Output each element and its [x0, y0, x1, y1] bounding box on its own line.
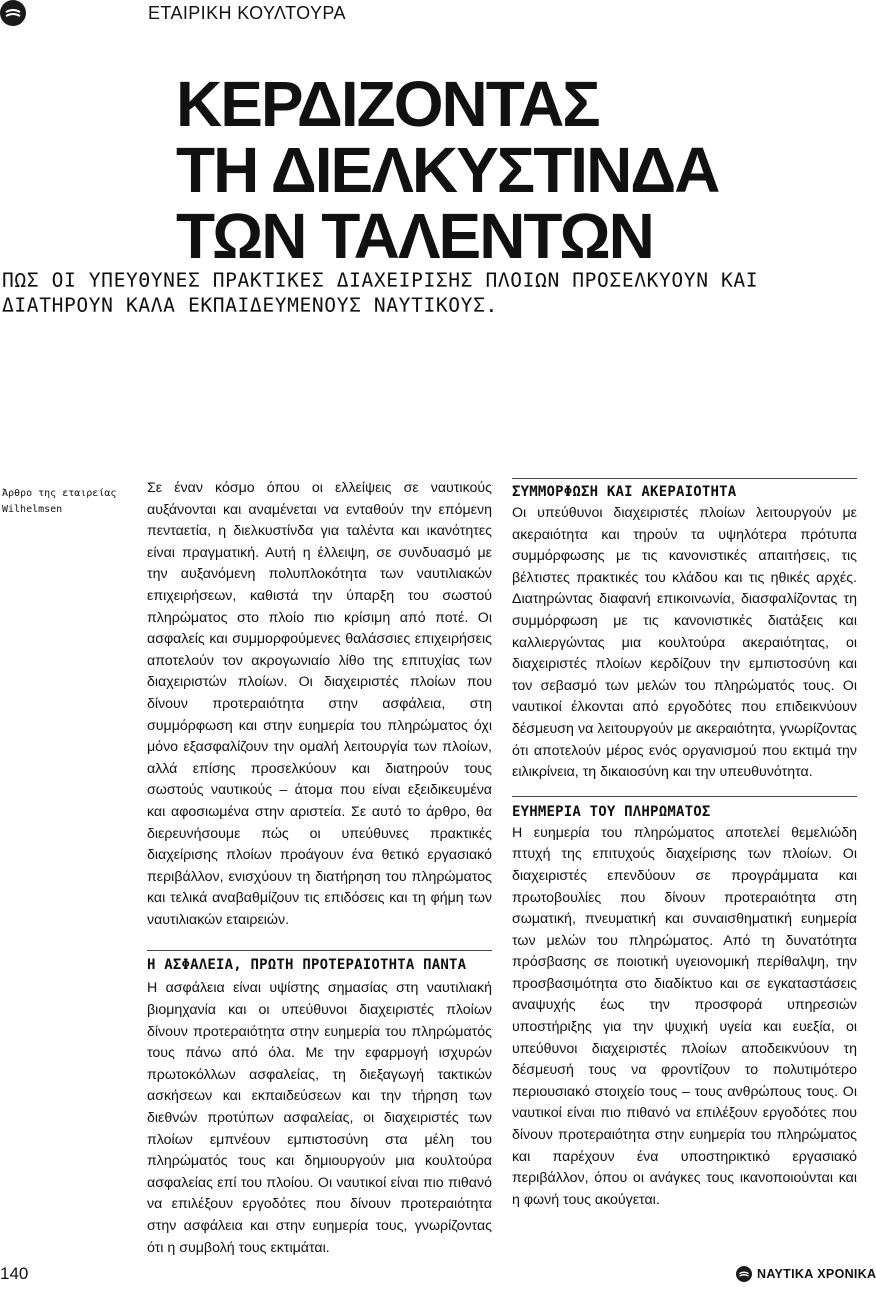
right-column	[512, 478, 857, 1211]
magazine-logo-icon	[0, 0, 26, 26]
footer-brand	[736, 1266, 876, 1282]
section-heading-compliance: ΣΥΜΜΟΡΦΩΣΗ ΚΑΙ ΑΚΕΡΑΙΟΤΗΤΑ	[512, 484, 737, 500]
section-divider	[147, 950, 492, 951]
article-byline: Άρθρο της εταιρείας Wilhelmsen	[2, 488, 117, 515]
section-heading-safety: Η ΑΣΦΑΛΕΙΑ, ΠΡΩΤΗ ΠΡΟΤΕΡΑΙΟΤΗΤΑ ΠΑΝΤΑ	[147, 957, 467, 974]
article-title-line-1: ΚΕΡΔΙΖΟΝΤΑΣ	[176, 68, 599, 140]
left-column	[147, 478, 492, 1259]
section-body-crew-welfare: Η ευημερία του πληρώματος αποτελεί θεμελιώδη πτυχή της επιτυχούς διαχείρισης των πλοίων. Οι διαχειριστές επενδύουν σε προγράμματα και πρωτοβουλίες που δίνουν προτεραιότητα στη σωματική, πνευματική και συναισθηματική ευημερία των μελών του πληρώματος. Από τη δυνατότητα πρόσβασης σε ποιοτική υγειονομική περίθαλψη, την προσβασιμότητα στο διαδίκτυο και σε εγκαταστάσεις αναψυχής έως την προσφορά υπηρεσιών υποστήριξης για την ψυχική υγεία και ευεξία, οι υπεύθυνοι διαχειριστές πλοίων αποδεικνύουν τη δέσμευσή τους να φροντίζουν το πολυτιμότερο περιουσιακό στοιχείο τους – τους ανθρώπους τους. Οι ναυτικοί είναι πιο πιθανό να επιλέξουν εργοδότες που δίνουν προτεραιότητα στην ευημερία του πληρώματος και παρέχουν ένα υποστηρικτικό εργασιακό περιβάλλον, όπου οι ανάγκες τους ικανοποιούνται και η φωνή τους ακούγεται.	[512, 824, 857, 1208]
section-label: ΕΤΑΙΡΙΚΗ ΚΟΥΛΤΟΥΡΑ	[148, 3, 346, 23]
article-title-line-3: ΤΩΝ ΤΑΛΕΝΤΩΝ	[176, 200, 653, 272]
section-divider	[512, 478, 857, 479]
section-heading-crew-welfare: ΕΥΗΜΕΡΙΑ ΤΟΥ ΠΛΗΡΩΜΑΤΟΣ	[512, 803, 711, 820]
page-number: 140	[0, 1264, 29, 1283]
intro-paragraph: Σε έναν κόσμο όπου οι ελλείψεις σε ναυτικούς αυξάνονται και αναμένεται να ενταθούν την επόμενη πενταετία, η διελκυστίνδα για ταλέντα και ικανότητες είναι πραγματική. Αυτή η έλλειψη, σε συνδυασμό με την αυξανόμενη πολυπλοκότητα των ναυτιλιακών επιχειρήσεων, καθιστά την ύπαρξη του σωστού πληρώματος στο πλοίο πιο κρίσιμη από ποτέ. Οι ασφαλείς και συμμορφούμενες θαλάσσιες επιχειρήσεις αποτελούν τον ακρογωνιαίο λίθο της επιτυχίας των διαχειριστών πλοίων. Οι διαχειριστές πλοίων που δίνουν προτεραιότητα στην ασφάλεια, στη συμμόρφωση και στην ευημερία του πληρώματος όχι μόνο εξασφαλίζουν την ομαλή λειτουργία των πλοίων, αλλά επίσης προσελκύουν και διατηρούν τους σωστούς ναυτικούς – άτομα που είναι εξειδικευμένα και αφοσιωμένα στην αριστεία. Σε αυτό το άρθρο, θα διερευνήσουμε πώς οι υπεύθυνες πρακτικές διαχείρισης πλοίων προάγουν ένα θετικό εργασιακό περιβάλλον, ενισχύουν τη διατήρηση του πληρώματος και τελικά αναβαθμίζουν τις επιδόσεις και τη φήμη των ναυτιλιακών εταιρειών.	[147, 480, 492, 928]
article-title-line-2: ΤΗ ΔΙΕΛΚΥΣΤΙΝΔΑ	[176, 134, 719, 206]
section-body-compliance: Οι υπεύθυνοι διαχειριστές πλοίων λειτουργούν με ακεραιότητα και τηρούν τα υψηλότερα πρότυπα συμμόρφωσης με τις κανονιστικές απαιτήσεις, τις βέλτιστες πρακτικές του κλάδου και τις ηθικές αρχές. Διατηρώντας διαφανή επικοινωνία, διασφαλίζοντας τη συμμόρφωση με τις κανονιστικές διατάξεις και καλλιεργώντας μια κουλτούρα ακεραιότητας, οι διαχειριστές πλοίων κερδίζουν την εμπιστοσύνη και τον σεβασμό των μελών του πληρώματός τους. Οι ναυτικοί έλκονται από εργοδότες που επιδεικνύουν δέσμευση να λειτουργούν με ακεραιότητα, γνωρίζοντας ότι αποτελούν μέρος ενός οργανισμού που εκτιμά την ειλικρίνεια, τη δικαιοσύνη και την υπευθυνότητα.	[512, 505, 857, 781]
article-subtitle: ΠΩΣ ΟΙ ΥΠΕΥΘΥΝΕΣ ΠΡΑΚΤΙΚΕΣ ΔΙΑΧΕΙΡΙΣΗΣ ΠΛΟΙΩΝ ΠΡΟΣΕΛΚΥΟΥΝ ΚΑΙ ΔΙΑΤΗΡΟΥΝ ΚΑΛΑ ΕΚΠΑΙΔΕΥΜΕΝΟΥΣ ΝΑΥΤΙΚΟΥΣ.	[2, 269, 759, 317]
brand-name: ΝΑΥΤΙΚΑ ΧΡΟΝΙΚΑ	[757, 1267, 876, 1281]
magazine-logo-icon	[736, 1266, 752, 1282]
section-body-safety: Η ασφάλεια είναι υψίστης σημασίας στη ναυτιλιακή βιομηχανία και οι υπεύθυνοι διαχειριστές πλοίων δίνουν προτεραιότητα στην ευημερία του πληρώματός τους πάνω από όλα. Με την εφαρμογή ισχυρών πρωτοκόλλων ασφαλείας, τη διεξαγωγή τακτικών ασκήσεων και εκπαιδεύσεων και την τήρηση των διεθνών προτύπων ασφαλείας, οι διαχειριστές των πλοίων εμπνέουν εμπιστοσύνη στα μέλη του πληρώματός τους και δημιουργούν μια κουλτούρα ασφαλείας επί του πλοίου. Οι ναυτικοί είναι πιο πιθανό να επιλέξουν εργοδότες που δίνουν προτεραιότητα στην ασφάλεια και στην ευημερία τους, γνωρίζοντας ότι η συμβολή τους εκτιμάται.	[147, 980, 492, 1256]
section-divider	[512, 796, 857, 797]
